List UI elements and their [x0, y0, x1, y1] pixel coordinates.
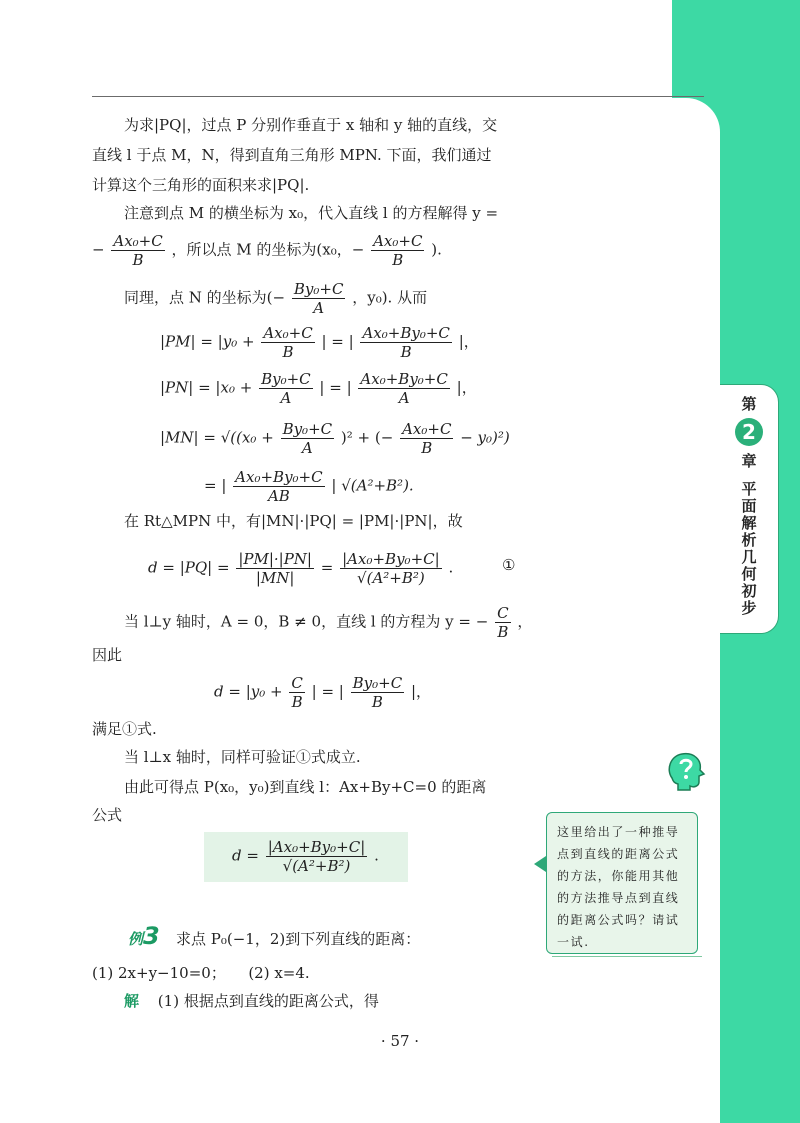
para2-line2: − $\frac{\text{Ax₀+C}}{B}$ ，所以点 M 的坐标为(x₀，− $\frac{\text{Ax₀+C}}{B}$ ).: [92, 232, 442, 269]
chapter-label-top: 第: [741, 395, 757, 413]
para6-line3: 由此可得点 P(x₀，y₀)到直线 l：Ax+By+C=0 的距离: [124, 778, 487, 796]
equation-pn: |PN| = |x₀ + $\frac{\text{By₀+C}}{A}$ | = | $\frac{\text{Ax₀+By₀+C}}{A}$ |，: [160, 370, 477, 407]
note-shadow: [552, 956, 702, 961]
page-number: · 57 ·: [380, 1032, 420, 1050]
equation-pm: |PM| = |y₀ + $\frac{\text{Ax₀+C}}{B}$ | = | $\frac{\text{Ax₀+By₀+C}}{B}$ |，: [160, 324, 479, 361]
para6-line1: 满足①式.: [92, 720, 157, 738]
para1-line2: 直线 l 于点 M，N，得到直角三角形 MPN. 下面，我们通过: [92, 146, 492, 164]
para5-line2: 因此: [92, 646, 123, 664]
para6-line2: 当 l⊥x 轴时，同样可验证①式成立.: [124, 748, 361, 766]
chapter-title: 平面解析几何初步: [739, 481, 758, 617]
side-note: 这里给出了一种推导点到直线的距离公式的方法，你能用其他的方法推导点到直线的距离公式吗？请试一试.: [546, 812, 698, 954]
para6-line4: 公式: [92, 806, 123, 824]
note-arrow-icon: [534, 856, 546, 872]
para3: 同理，点 N 的坐标为(− $\frac{\text{By₀+C}}{A}$ ，y₀). 从而: [124, 280, 428, 317]
equation-tag: ①: [502, 556, 516, 574]
equation-d2: d = |y₀ + $\frac{C}{B}$ | = | $\frac{\text{By₀+C}}{B}$ |，: [214, 674, 432, 711]
example-text: 求点 P₀(−1，2)到下列直线的距离：: [176, 930, 421, 948]
chapter-label-bottom: 章: [741, 452, 757, 470]
para1-line3: 计算这个三角形的面积来求|PQ|.: [92, 176, 310, 194]
thinking-head-icon: [664, 748, 708, 792]
para1-line1: 为求|PQ|，过点 P 分别作垂直于 x 轴和 y 轴的直线，交: [124, 116, 498, 134]
chapter-tab: [720, 384, 779, 634]
example-items: (1) 2x+y−10=0； (2) x=4.: [92, 964, 310, 982]
equation-mn-simplified: = | $\frac{\text{Ax₀+By₀+C}}{AB}$ | √(A²+B²).: [204, 468, 414, 505]
equation-mn: |MN| = √((x₀ + $\frac{\text{By₀+C}}{A}$ )² + (− $\frac{\text{Ax₀+C}}{B}$ − y₀)²): [160, 420, 510, 457]
distance-formula: d = $\frac{\text{|Ax₀+By₀+C|}}{\text{√(A²+B²)}}$ .: [232, 838, 379, 875]
equation-d: d = |PQ| = $\frac{|PM|\cdot|PN|}{|MN|}$ = $\frac{\text{|Ax₀+By₀+C|}}{\text{√(A²+B²)}}$ .: [148, 550, 454, 587]
para2-line1: 注意到点 M 的横坐标为 x₀，代入直线 l 的方程解得 y =: [124, 204, 499, 222]
para4: 在 Rt△MPN 中，有|MN|·|PQ| = |PM|·|PN|，故: [124, 512, 463, 530]
solution-line: 解 (1) 根据点到直线的距离公式，得: [124, 992, 379, 1010]
para5-line1: 当 l⊥y 轴时，A = 0，B ≠ 0，直线 l 的方程为 y = − $\frac{C}{B}$ ，: [124, 604, 533, 641]
example-label: 例3: [128, 922, 160, 950]
top-rule: [92, 96, 704, 97]
chapter-number: 2: [735, 418, 763, 446]
